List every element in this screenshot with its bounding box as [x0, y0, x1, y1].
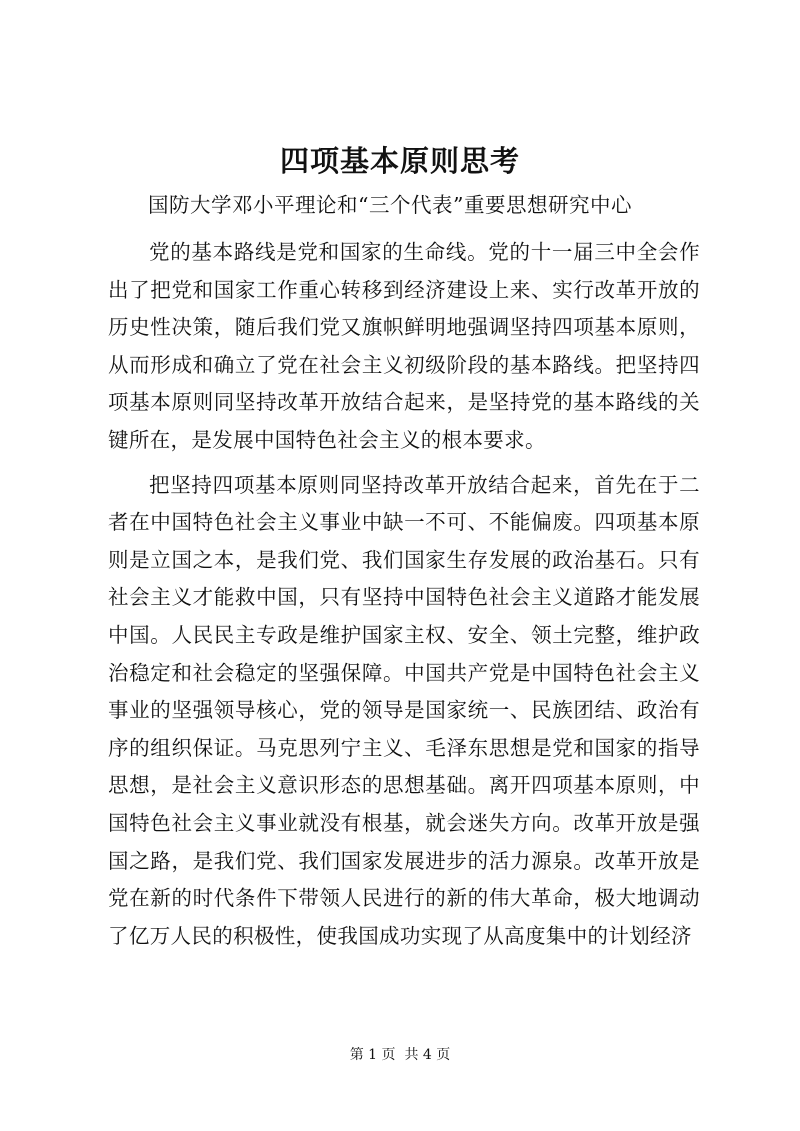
document-body [108, 234, 700, 962]
page-number-label: 第 1 页 共 4 页 [349, 1047, 451, 1063]
paragraph-1: 党的基本路线是党和国家的生命线。党的十一届三中全会作出了把党和国家工作重心转移到经济建设上来、实行改革开放的历史性决策，随后我们党又旗帜鲜明地强调坚持四项基本原则，从而形成和确立了党在社会主义初级阶段的基本路线。把坚持四项基本原则同坚持改革开放结合起来，是坚持党的基本路线的关键所在，是发展中国特色社会主义的根本要求。 [108, 240, 700, 452]
document-title: 四项基本原则思考 [279, 144, 520, 178]
page-footer [0, 1046, 800, 1064]
author-line: 国防大学邓小平理论和“三个代表”重要思想研究中心 [148, 193, 632, 217]
paragraph-2: 把坚持四项基本原则同坚持改革开放结合起来，首先在于二者在中国特色社会主义事业中缺一不可、不能偏废。四项基本原则是立国之本，是我们党、我们国家生存发展的政治基石。只有社会主义才能救中国，只有坚持中国特色社会主义道路才能发展中国。人民民主专政是维护国家主权、安全、领土完整，维护政治稳定和社会稳定的坚强保障。中国共产党是中国特色社会主义事业的坚强领导核心，党的领导是国家统一、民族团结、政治有序的组织保证。马克思列宁主义、毛泽东思想是党和国家的指导思想，是社会主义意识形态的思想基础。离开四项基本原则，中国特色社会主义事业就没有根基，就会迷失方向。改革开放是强国之路，是我们党、我们国家发展进步的活力源泉。改革开放是党在新的时代条件下带领人民进行的新的伟大革命，极大地调动了亿万人民的积极性，使我国成功实现了从高度集中的计划经济 [108, 472, 700, 948]
